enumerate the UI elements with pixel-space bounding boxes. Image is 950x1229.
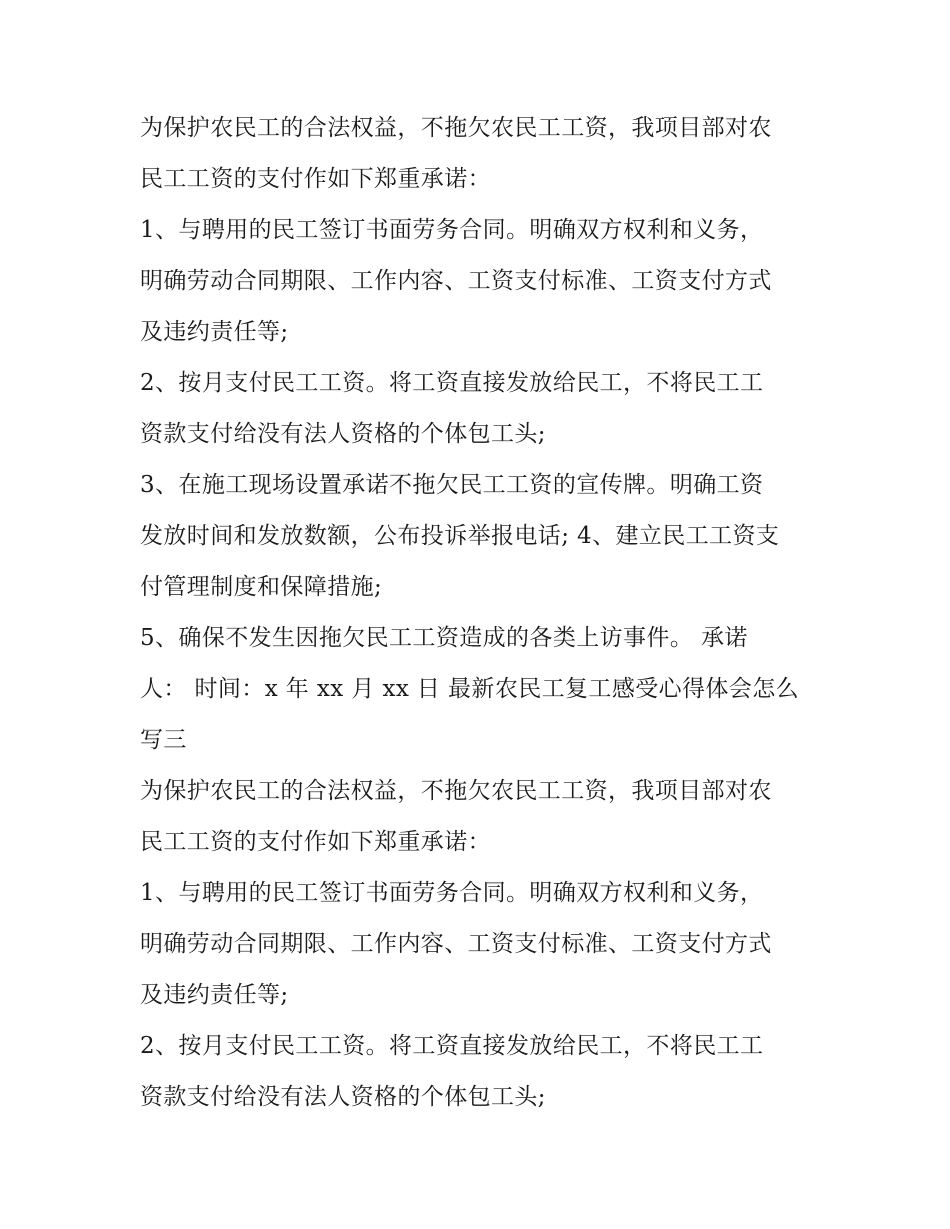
text-line: 为保护农民工的合法权益，不拖欠农民工工资，我项目部对农 — [140, 115, 772, 141]
text-line: 5、确保不发生因拖欠民工工资造成的各类上访事件。 承诺 — [140, 625, 748, 651]
text-line: 民工工资的支付作如下郑重承诺： — [140, 166, 491, 192]
document-body — [140, 103, 820, 1123]
text-line: 付管理制度和保障措施; — [140, 574, 383, 600]
text-line: 人： 时间：x 年 xx 月 xx 日 最新农民工复工感受心得体会怎么 — [140, 676, 800, 702]
text-line: 发放时间和发放数额，公布投诉举报电话; 4、建立民工工资支 — [140, 523, 780, 549]
text-line: 写三 — [140, 727, 187, 753]
text-line: 及违约责任等; — [140, 319, 289, 345]
text-line: 1、与聘用的民工签订书面劳务合同。明确双方权利和义务， — [140, 217, 764, 243]
text-line: 明确劳动合同期限、工作内容、工资支付标准、工资支付方式 — [140, 931, 772, 957]
text-line: 2、按月支付民工工资。将工资直接发放给民工，不将民工工 — [140, 1033, 764, 1059]
text-line: 3、在施工现场设置承诺不拖欠民工工资的宣传牌。明确工资 — [140, 472, 764, 498]
text-line: 资款支付给没有法人资格的个体包工头; — [140, 421, 546, 447]
text-line: 2、按月支付民工工资。将工资直接发放给民工，不将民工工 — [140, 370, 764, 396]
text-line: 民工工资的支付作如下郑重承诺： — [140, 829, 491, 855]
text-line: 及违约责任等; — [140, 982, 289, 1008]
text-line: 为保护农民工的合法权益，不拖欠农民工工资，我项目部对农 — [140, 778, 772, 804]
text-line: 明确劳动合同期限、工作内容、工资支付标准、工资支付方式 — [140, 268, 772, 294]
text-line: 1、与聘用的民工签订书面劳务合同。明确双方权利和义务， — [140, 880, 764, 906]
text-line: 资款支付给没有法人资格的个体包工头; — [140, 1084, 546, 1110]
